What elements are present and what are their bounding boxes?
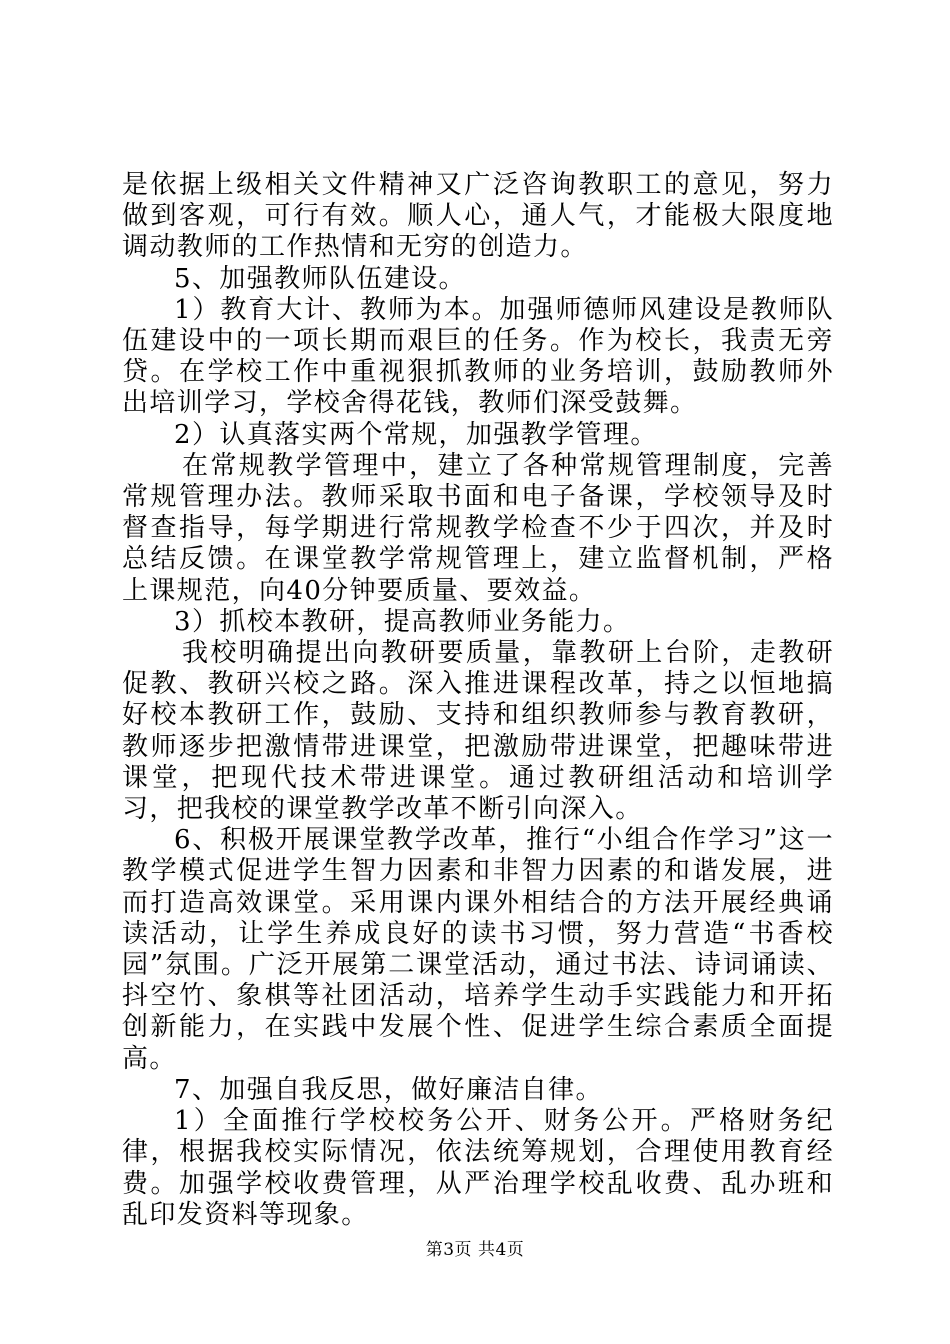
heading-section-5: 5、加强教师队伍建设。: [174, 263, 466, 294]
heading-5-3: 3）抓校本教研，提高教师业务能力。: [174, 606, 631, 637]
paragraph-continuation: 是依据上级相关文件精神又广泛咨询教职工的意见，努力做到客观，可行有效。顺人心，通人气，才能极大限度地调动教师的工作热情和无穷的创造力。: [122, 170, 834, 263]
paragraph-5-3-body: 我校明确提出向教研要质量，靠教研上台阶，走教研促教、教研兴校之路。深入推进课程改革，持之以恒地搞好校本教研工作，鼓励、支持和组织教师参与教育教研，教师逐步把激情带进课堂，把激励带进课堂，把趣味带进课堂，把现代技术带进课堂。通过教研组活动和培训学习，把我校的课堂教学改革不断引向深入。: [122, 638, 834, 825]
paragraph-section-6: 6、积极开展课堂教学改革，推行“小组合作学习”这一教学模式促进学生智力因素和非智力因素的和谐发展，进而打造高效课堂。采用课内课外相结合的方法开展经典诵读活动，让学生养成良好的读书习惯，努力营造“书香校园”氛围。广泛开展第二课堂活动，通过书法、诗词诵读、抖空竹、象棋等社团活动，培养学生动手实践能力和开拓创新能力，在实践中发展个性、促进学生综合素质全面提高。: [122, 825, 834, 1074]
heading-5-2: 2）认真落实两个常规，加强教学管理。: [174, 419, 658, 450]
document-body: [122, 170, 834, 1231]
paragraph-7-1: 1）全面推行学校校务公开、财务公开。严格财务纪律，根据我校实际情况，依法统筹规划，合理使用教育经费。加强学校收费管理，从严治理学校乱收费、乱办班和乱印发资料等现象。: [122, 1106, 834, 1230]
page-footer: 第3页 共4页: [425, 1240, 525, 1260]
heading-section-7: 7、加强自我反思，做好廉洁自律。: [174, 1074, 603, 1105]
paragraph-5-1: 1）教育大计、教师为本。加强师德师风建设是教师队伍建设中的一项长期而艰巨的任务。作为校长，我责无旁贷。在学校工作中重视狠抓教师的业务培训，鼓励教师外出培训学习，学校舍得花钱，教师们深受鼓舞。: [122, 294, 834, 419]
paragraph-5-2-body: 在常规教学管理中，建立了各种常规管理制度，完善常规管理办法。教师采取书面和电子备课，学校领导及时督查指导，每学期进行常规教学检查不少于四次，并及时总结反馈。在课堂教学常规管理上，建立监督机制，严格上课规范，向40分钟要质量、要效益。: [122, 450, 834, 606]
